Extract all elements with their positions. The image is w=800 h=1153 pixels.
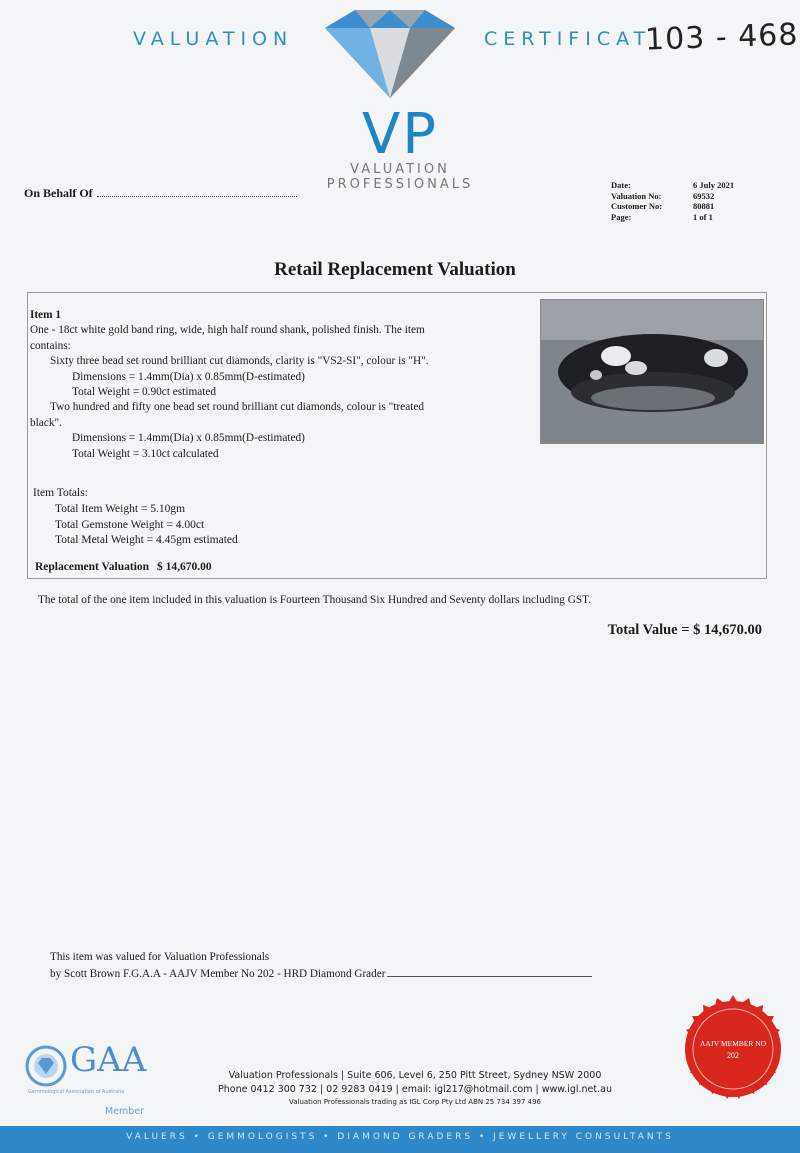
gaa-emblem-icon xyxy=(25,1045,67,1087)
aajv-seal-icon xyxy=(677,993,789,1105)
date-value: 6 July 2021 xyxy=(693,180,735,190)
diamond-b-weight: Total Weight = 3.10ct calculated xyxy=(72,447,219,460)
vp-logo-letters: VP xyxy=(361,102,439,167)
total-item-weight: Total Item Weight = 5.10gm xyxy=(55,502,186,515)
logo-line2: PROFESSIONALS xyxy=(326,177,474,192)
on-behalf-of xyxy=(24,186,297,201)
header-right-word: CERTIFICAT xyxy=(484,28,652,50)
handwritten-number: 103 - 468 xyxy=(644,17,799,58)
total-metal-weight: Total Metal Weight = 4.45gm estimated xyxy=(55,534,238,547)
seal-text: AAJV MEMBER NO xyxy=(699,1039,767,1048)
logo-line1: VALUATION xyxy=(350,162,450,177)
replacement-valuation xyxy=(35,561,212,573)
diamond-line-a: Sixty three bead set round brilliant cut diamonds, clarity is "VS2-SI", colour is "H". xyxy=(50,355,429,368)
signer-block xyxy=(50,950,592,982)
header-left-word: VALUATION xyxy=(133,28,294,50)
footer-line2: Phone 0412 300 732 | 02 9283 0419 | email: igl217@hotmail.com | www.igl.net.au xyxy=(218,1083,612,1095)
total-value: Total Value = $ 14,670.00 xyxy=(607,622,762,638)
gaa-member: Member xyxy=(105,1106,145,1117)
gaa-wordmark: GAA xyxy=(70,1040,147,1080)
page-label: Page: xyxy=(611,211,632,222)
valuation-no-label: Valuation No: xyxy=(611,190,662,201)
signer-line1: This item was valued for Valuation Professionals xyxy=(50,951,270,963)
on-behalf-line xyxy=(97,186,297,197)
customer-no-value: 80881 xyxy=(693,201,715,211)
replacement-value: $ 14,670.00 xyxy=(157,561,212,573)
totals-heading: Item Totals: xyxy=(33,487,88,499)
ring-photo xyxy=(540,299,764,444)
footer-line3: Valuation Professionals trading as IGL Corp Pty Ltd ABN 25 734 397 496 xyxy=(288,1098,542,1106)
signer-line2: by Scott Brown F.G.A.A - AAJV Member No 202 - HRD Diamond Grader xyxy=(50,967,386,980)
item-description xyxy=(30,308,535,462)
diamond-line-b2: black". xyxy=(30,416,62,429)
diamond-logo-icon xyxy=(315,8,465,103)
replacement-label: Replacement Valuation xyxy=(35,561,150,573)
item-desc-line1: One - 18ct white gold band ring, wide, high half round shank, polished finish. The item xyxy=(30,324,425,337)
on-behalf-label: On Behalf Of xyxy=(24,186,93,200)
diamond-line-b1: Two hundred and fifty one bead set round brilliant cut diamonds, colour is "treated xyxy=(50,401,425,414)
footer-line1: Valuation Professionals | Suite 606, Level 6, 250 Pitt Street, Sydney NSW 2000 xyxy=(228,1070,602,1081)
ring-image-icon xyxy=(541,300,763,443)
certificate-meta xyxy=(611,180,734,222)
total-gemstone-weight: Total Gemstone Weight = 4.00ct xyxy=(55,518,205,531)
page-value: 1 of 1 xyxy=(693,211,713,222)
item-heading: Item 1 xyxy=(30,309,62,321)
signature-line xyxy=(387,966,592,977)
date-label: Date: xyxy=(611,180,631,190)
diamond-b-dimensions: Dimensions = 1.4mm(Dia) x 0.85mm(D-estimated) xyxy=(72,432,305,445)
item-totals xyxy=(33,486,238,549)
diamond-a-weight: Total Weight = 0.90ct estimated xyxy=(72,386,217,399)
item-desc-line2: contains: xyxy=(30,339,71,352)
seal-number: 202 xyxy=(727,1051,739,1060)
gaa-subtitle: Gemmological Association of Australia xyxy=(28,1089,125,1095)
footer-banner: VALUERS • GEMMOLOGISTS • DIAMOND GRADERS • JEWELLERY CONSULTANTS xyxy=(0,1126,800,1153)
diamond-a-dimensions: Dimensions = 1.4mm(Dia) x 0.85mm(D-estimated) xyxy=(72,370,305,383)
customer-no-label: Customer No: xyxy=(611,201,663,211)
total-in-words: The total of the one item included in this valuation is Fourteen Thousand Six Hundred and Seventy dollars including GST. xyxy=(38,594,592,606)
valuation-no-value: 69532 xyxy=(693,190,715,201)
footer-address xyxy=(165,1069,665,1110)
document-title: Retail Replacement Valuation xyxy=(274,259,516,280)
